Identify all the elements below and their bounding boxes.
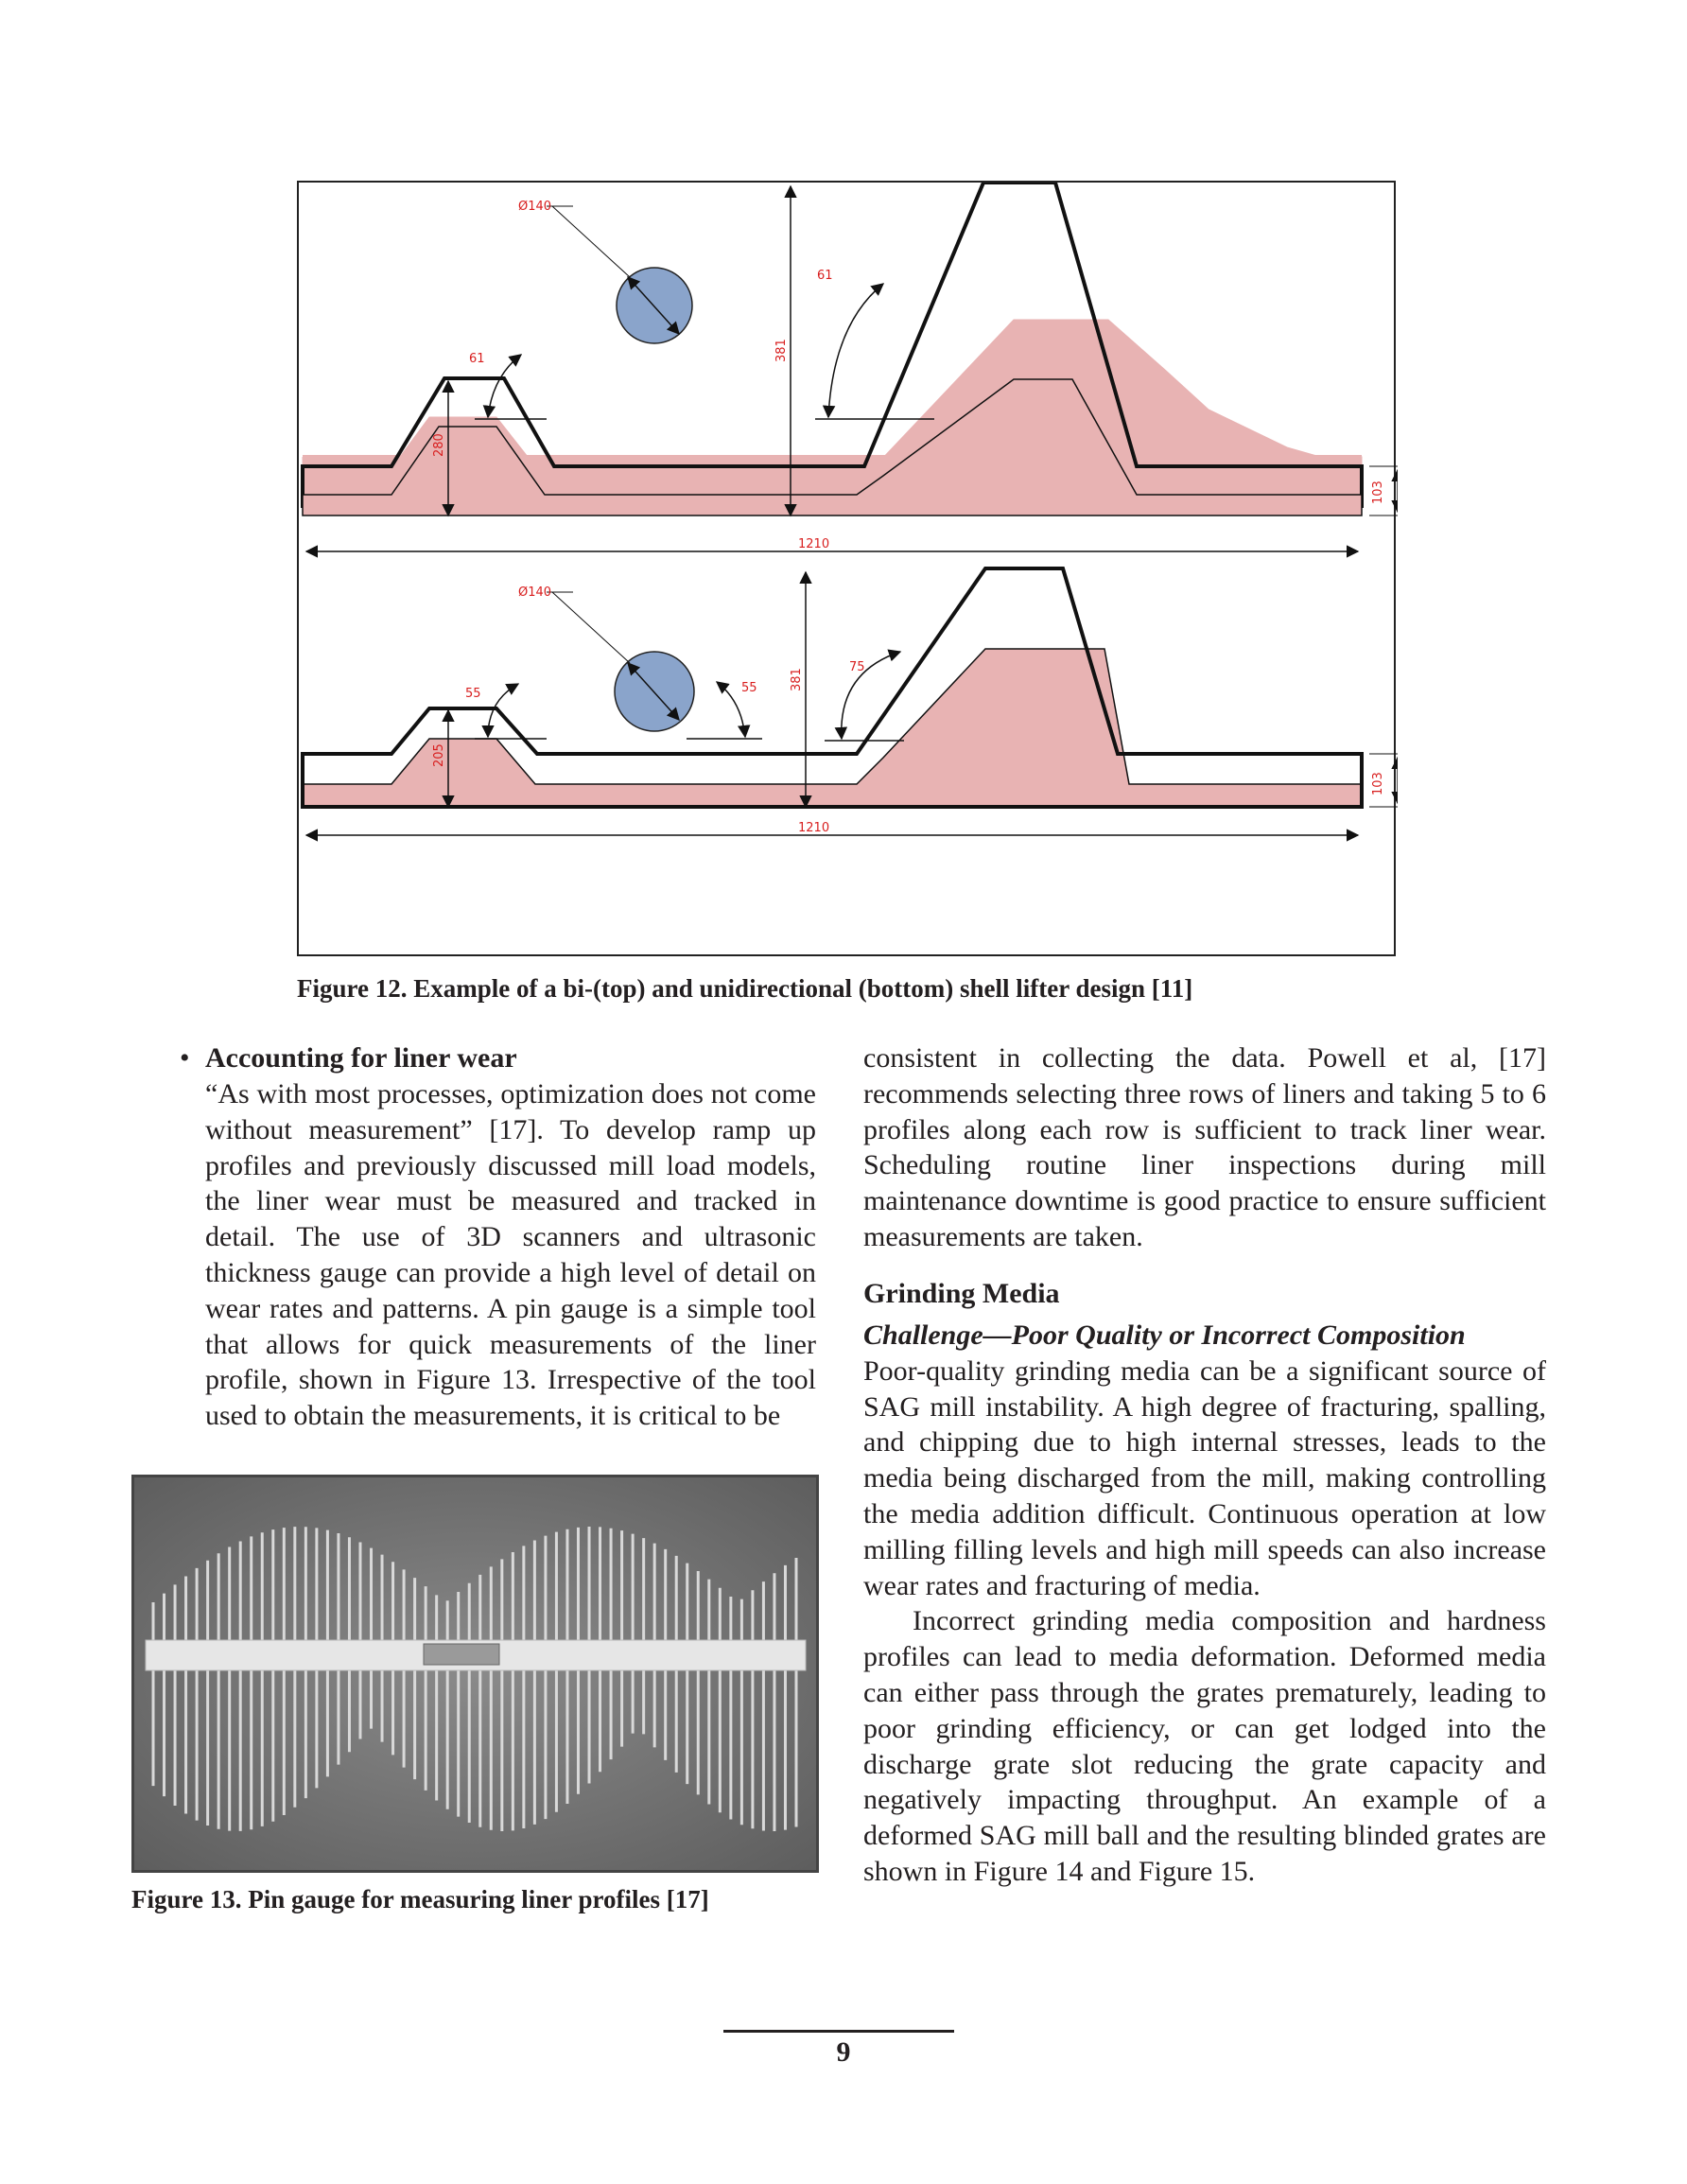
bottom-angle3-label: 75 [849, 660, 865, 674]
figure-12-caption: Figure 12. Example of a bi-(top) and unidirectional (bottom) shell lifter design [11] [297, 974, 1193, 1003]
bottom-ball-leader [552, 592, 630, 663]
top-angle2-label: 61 [817, 269, 833, 283]
top-ball-label: Ø140 [518, 200, 552, 214]
top-dim-280-label: 280 [432, 433, 446, 457]
top-lifter-design [299, 183, 1398, 551]
right-column [863, 1040, 1546, 1890]
top-angle1-label: 61 [469, 352, 485, 366]
top-white-gap [299, 277, 908, 417]
figure-13-photo [131, 1475, 819, 1873]
page-number-rule [723, 2030, 954, 2033]
bottom-dim-103-label: 103 [1371, 772, 1385, 795]
bottom-dim-381-label: 381 [790, 668, 804, 691]
top-dim-1210-label: 1210 [798, 537, 830, 551]
figure-13-caption: Figure 13. Pin gauge for measuring liner profiles [17] [131, 1885, 709, 1913]
subheading-challenge: Challenge—Poor Quality or Incorrect Composition [863, 1319, 1466, 1351]
grinding-media-paragraph-2: Incorrect grinding media composition and hardness profiles can lead to media deformation. Deformed media can either pass through the grates prematurely, leading to poor grinding efficiency, or can get lodged into the discharge grate slot reducing the grate capacity and negatively impacting throughput. An example of a deformed SAG mill ball and the resulting blinded grates are shown in Figure 14 and Figure 15. [863, 1605, 1546, 1887]
top-angle2-arc [828, 284, 883, 417]
bottom-ball-label: Ø140 [518, 585, 552, 600]
gauge-clamp [424, 1644, 499, 1665]
bullet-icon: • [180, 1042, 190, 1074]
bullet-heading-text: Accounting for liner wear [205, 1042, 517, 1074]
top-dim-381-label: 381 [774, 339, 789, 362]
bottom-dim-205-label: 205 [432, 743, 446, 767]
liner-wear-continuation: consistent in collecting the data. Powell et al, [17] recommends selecting three rows of liners and taking 5 to 6 profiles along each row is sufficient to track liner wear. Scheduling routine liner inspections during mill maintenance downtime is good practice to ensure sufficient measurements are taken. [863, 1042, 1546, 1252]
top-angle1-arc [488, 355, 521, 417]
lifter-design-svg [299, 183, 1398, 958]
bottom-dim-1210-label: 1210 [798, 821, 830, 835]
figure-12-drawing [297, 181, 1396, 956]
pin-gauge-illustration [134, 1477, 816, 1870]
top-ball-leader [552, 206, 630, 277]
bottom-angle1-label: 55 [465, 687, 481, 701]
top-dim-103-label: 103 [1371, 480, 1385, 504]
left-column [180, 1040, 816, 1434]
page-number: 9 [836, 2036, 851, 2068]
grinding-media-paragraph-1: Poor-quality grinding media can be a significant source of SAG mill instability. A high degree of fracturing, spalling, and chipping due to high internal stresses, leads to the media being discharged from the mill, making controlling the media addition difficult. Continuous operation at low milling filling levels and high mill speeds can also increase wear rates and fracturing of media. [863, 1354, 1546, 1601]
bottom-angle2-label: 55 [741, 681, 757, 695]
section-heading-grinding-media: Grinding Media [863, 1277, 1060, 1309]
bullet-heading-liner-wear [180, 1040, 816, 1076]
bottom-lifter-design [303, 568, 1398, 835]
liner-wear-paragraph: “As with most processes, optimization does not come without measurement” [17]. To develop ramp up profiles and previously discussed mill load models, the liner wear must be measured and tracked in detail. The use of 3D scanners and ultrasonic thickness gauge can provide a high level of detail on wear rates and patterns. A pin gauge is a simple tool that allows for quick measurements of the liner profile, shown in Figure 13. Irrespective of the tool used to obtain the measurements, it is critical to be [205, 1078, 816, 1432]
photo-background [134, 1477, 816, 1870]
bottom-worn-region [303, 649, 1362, 807]
